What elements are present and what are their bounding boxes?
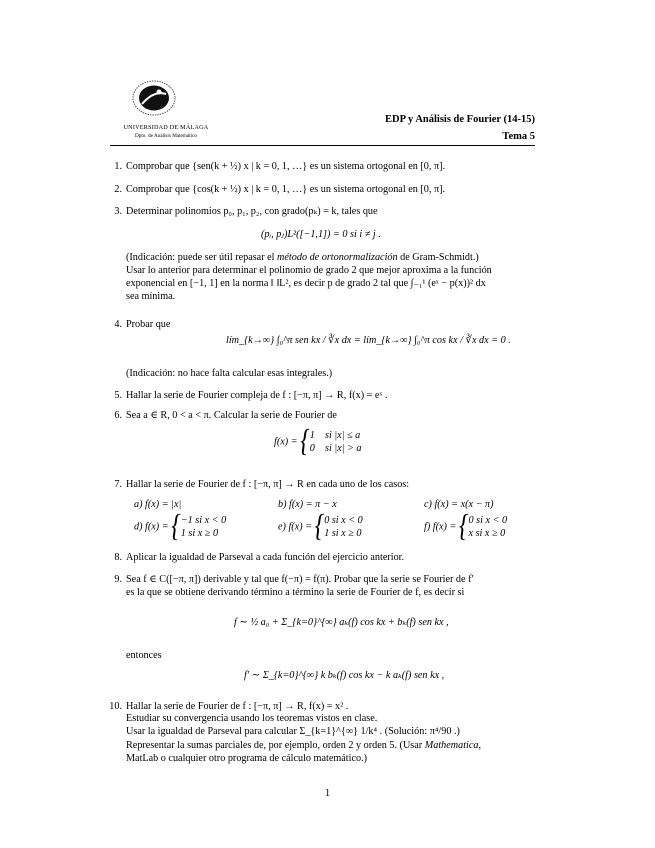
exercise-text: Probar que	[126, 319, 171, 330]
exercise-text-cont: es la que se obtiene derivando término a término la serie de Fourier de f, es decir si	[126, 587, 465, 598]
exercise-number: 2.	[114, 184, 122, 195]
exercise-6	[114, 409, 546, 469]
case-b: b) f(x) = π − x	[278, 499, 337, 510]
exercise-number: 7.	[114, 479, 122, 490]
exercise-7	[114, 478, 546, 550]
exercise-number: 4.	[114, 319, 122, 330]
case-e: e) f(x) = { 0 si x < 0 1 si x ≥ 0	[278, 510, 363, 544]
norm-text: exponencial en [−1, 1] en la norma ‖ ‖L², es decir p de grado 2 tal que ∫₋₁¹ (eˣ − p(x))² dx	[126, 278, 486, 289]
exercise-1	[114, 160, 546, 173]
exercise-text: Aplicar la igualdad de Parseval a cada función del ejercicio anterior.	[126, 552, 405, 563]
page-number: 1	[324, 788, 331, 799]
limit-integrals-formula: lím_{k→∞} ∫₀^π sen kx / ∛x dx = lím_{k→∞} ∫₀^π cos kx / ∛x dx = 0 .	[226, 335, 511, 346]
exercise-text: Hallar la serie de Fourier compleja de f : [−π, π] → R, f(x) = eˣ .	[126, 390, 388, 401]
case-c: c) f(x) = x(x − π)	[424, 499, 494, 510]
exercise-text: Comprobar que {sen(k + ½) x | k = 0, 1, …} es un sistema ortogonal en [0, π].	[126, 161, 446, 172]
exercise-number: 6.	[114, 410, 122, 421]
convergence-text: Estudiar su convergencia usando los teoremas vistos en clase.	[126, 713, 378, 724]
exercise-10	[109, 700, 546, 770]
orthogonality-formula: (pᵢ, pⱼ)L²([−1,1]) = 0 si i ≠ j .	[261, 229, 381, 240]
exercise-text: Hallar la serie de Fourier de f : [−π, π] → R, f(x) = x² .	[126, 701, 349, 712]
topic-title: Tema 5	[502, 131, 535, 142]
exercise-text: Sea a ∈ R, 0 < a < π. Calcular la serie de Fourier de	[126, 410, 337, 421]
exercise-number: 1.	[114, 161, 122, 172]
exercise-number: 3.	[114, 206, 122, 217]
header-rule	[110, 145, 535, 146]
minimal-text: sea mínima.	[126, 291, 176, 302]
exercise-text: Determinar polinomios p₀, p₁, p₂, con grado(pₖ) = k, tales que	[126, 206, 378, 217]
approximation-text: Usar lo anterior para determinar el polinomio de grado 2 que mejor aproxima a la función	[126, 265, 492, 276]
department-name: Dpto. de Análisis Matemático	[135, 133, 197, 139]
exercise-text: Sea f ∈ C([−π, π]) derivable y tal que f(−π) = f(π). Probar que la serie se Fourier de f′	[126, 574, 474, 585]
partial-sums-text: Representar la sumas parciales de, por ejemplo, orden 2 y orden 5. (Usar Mathematica,	[126, 740, 482, 751]
exercise-number: 10.	[109, 701, 122, 712]
exercise-4	[114, 318, 546, 379]
software-text: MatLab o cualquier otro programa de cálculo matemático.)	[126, 753, 368, 764]
piecewise-function: f(x) = { 1 si |x| ≤ a 0 si |x| > a	[274, 425, 362, 459]
then-label: entonces	[126, 650, 162, 661]
exercise-number: 5.	[114, 390, 122, 401]
exercise-text: Comprobar que {cos(k + ½) x | k = 0, 1, …} es un sistema ortogonal en [0, π].	[126, 184, 446, 195]
exercise-number: 9.	[114, 574, 122, 585]
case-f: f) f(x) = { 0 si x < 0 x si x ≥ 0	[424, 510, 508, 544]
exercise-5	[114, 389, 546, 402]
case-a: a) f(x) = |x|	[134, 499, 182, 510]
exercise-9	[114, 573, 546, 693]
exercise-2	[114, 183, 546, 196]
exercise-number: 8.	[114, 552, 122, 563]
exercise-text: Hallar la serie de Fourier de f : [−π, π] → R en cada uno de los casos:	[126, 479, 410, 490]
university-name: UNIVERSIDAD DE MÁLAGA	[123, 124, 209, 131]
integrals-hint: (Indicación: no hace falta calcular esas integrales.)	[126, 368, 333, 379]
parseval-text: Usar la igualdad de Parseval para calcular Σ_{k=1}^{∞} 1/k⁴ . (Solución: π⁴/90 .)	[126, 726, 460, 737]
university-seal-logo	[132, 80, 176, 116]
exercise-8	[114, 551, 546, 564]
derivative-series-formula: f′ ∼ Σ_{k=0}^{∞} k bₖ(f) cos kx − k aₖ(f) sen kx ,	[244, 670, 445, 681]
course-title: EDP y Análisis de Fourier (14-15)	[384, 114, 535, 125]
gram-schmidt-hint: (Indicación: puede ser útil repasar el método de ortonormalización de Gram-Schmidt.)	[126, 252, 479, 263]
exercise-3	[114, 205, 546, 305]
case-d: d) f(x) = { −1 si x < 0 1 si x ≥ 0	[134, 510, 227, 544]
fourier-series-formula: f ∼ ½ a₀ + Σ_{k=0}^{∞} aₖ(f) cos kx + bₖ(f) sen kx ,	[234, 617, 449, 628]
